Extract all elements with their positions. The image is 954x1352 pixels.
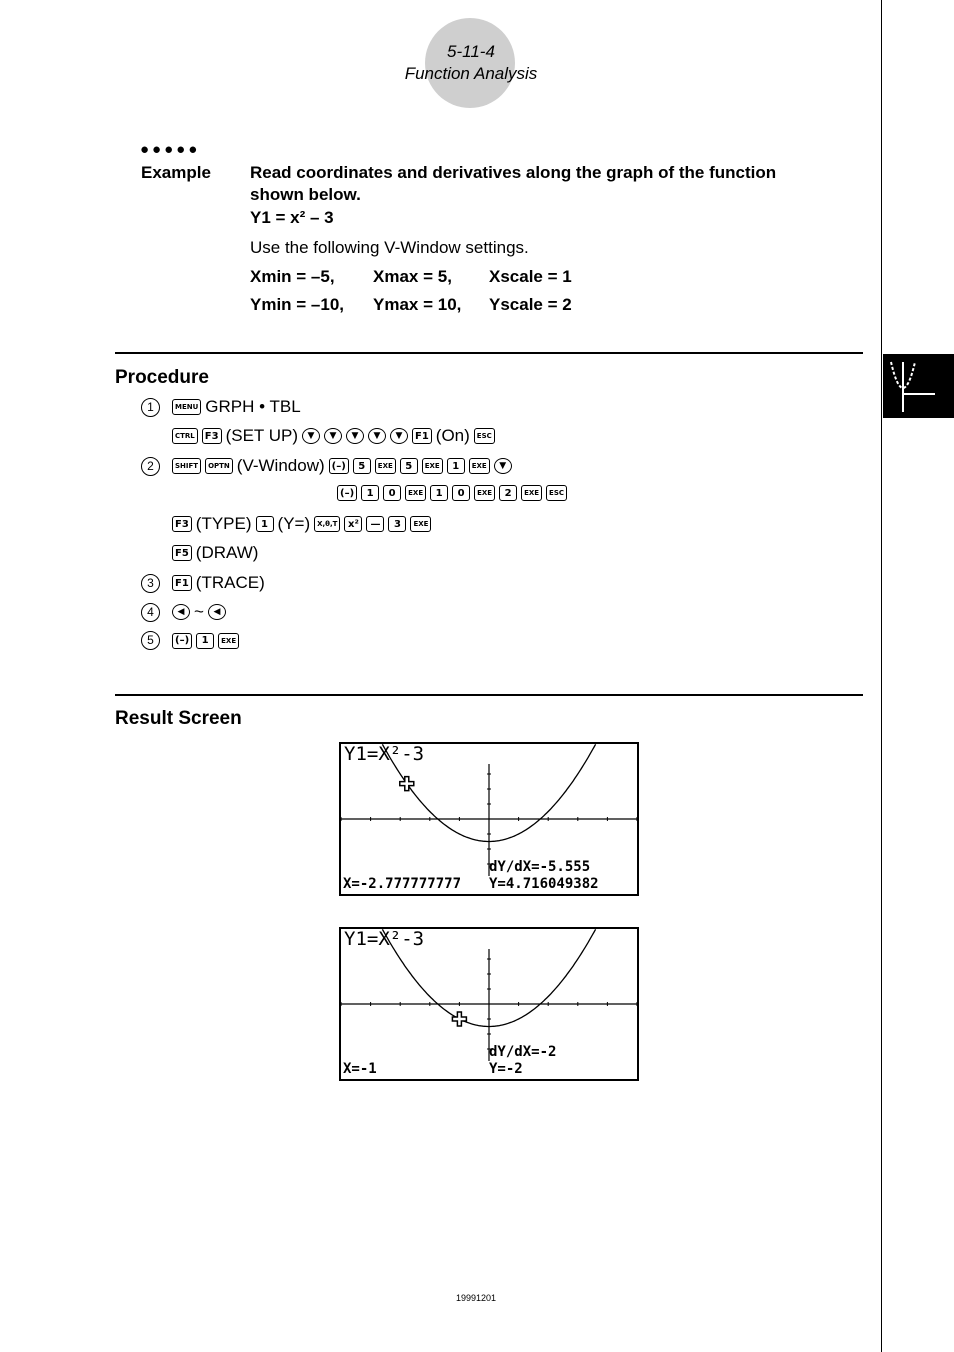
setting-yscale: Yscale = 2	[489, 295, 572, 314]
step-text: (TYPE)	[195, 514, 252, 533]
calculator-key: 1	[256, 516, 274, 532]
calculator-key: OPTN	[205, 458, 233, 474]
trace-cursor-shape	[452, 1012, 466, 1026]
example-description-line1: Read coordinates and derivatives along the graph of the function	[250, 163, 777, 182]
cursor-key-icon: ▼	[346, 428, 364, 444]
calculator-key: 0	[383, 485, 401, 501]
step-number: 2	[141, 457, 160, 476]
calculator-key: EXE	[218, 633, 239, 649]
step-number: 3	[141, 574, 160, 593]
screen-x-readout: X=-2.777777777	[343, 876, 462, 892]
screen-function-label: Y1=X²-3	[344, 928, 425, 950]
calculator-key: x²	[344, 516, 362, 532]
step-text: (V-Window)	[236, 456, 325, 475]
calculator-key: 5	[353, 458, 371, 474]
screen-y-readout: Y=4.716049382	[489, 876, 599, 892]
procedure-step-line	[335, 485, 569, 501]
calculator-key: 2	[499, 485, 517, 501]
result-screen-1	[339, 742, 639, 896]
calculator-key: 1	[447, 458, 465, 474]
result-screen-2	[339, 927, 639, 1081]
procedure-step-line	[141, 602, 228, 622]
calculator-key: EXE	[521, 485, 542, 501]
page-number: 5-11-4	[447, 42, 495, 61]
page-number-badge	[425, 18, 515, 108]
calculator-key: EXE	[469, 458, 490, 474]
calculator-key: EXE	[375, 458, 396, 474]
chapter-side-tab	[883, 354, 954, 418]
calculator-key: 3	[388, 516, 406, 532]
cursor-key-icon: ◀	[208, 604, 226, 620]
graph-function-icon	[883, 354, 954, 418]
procedure-step-line	[141, 397, 303, 417]
calculator-key: F1	[412, 428, 432, 444]
calculator-key: EXE	[474, 485, 495, 501]
calculator-key: F3	[172, 516, 192, 532]
divider	[115, 352, 863, 354]
screen-y-readout: Y=-2	[489, 1061, 523, 1077]
calculator-key: (–)	[172, 633, 192, 649]
vwindow-intro: Use the following V-Window settings.	[250, 238, 529, 257]
procedure-step-line	[170, 543, 260, 563]
step-text: (SET UP)	[225, 426, 298, 445]
screen-derivative: dY/dX=-5.555	[489, 859, 591, 875]
trace-cursor-icon	[452, 1012, 466, 1026]
calculator-key: EXE	[410, 516, 431, 532]
step-text: (Y=)	[277, 514, 311, 533]
cursor-key-icon: ▼	[494, 458, 512, 474]
calculator-key: X,θ,T	[314, 516, 340, 532]
procedure-step-line	[170, 514, 433, 534]
calculator-key: (–)	[329, 458, 349, 474]
cursor-key-icon: ▼	[302, 428, 320, 444]
trace-cursor-shape	[400, 777, 414, 791]
calculator-key: ESC	[474, 428, 495, 444]
step-number: 4	[141, 603, 160, 622]
calculator-key: F1	[172, 575, 192, 591]
example-function: Y1 = x² – 3	[250, 208, 334, 227]
example-label: Example	[141, 163, 211, 182]
setting-ymax: Ymax = 10,	[373, 295, 462, 314]
step-number: 1	[141, 398, 160, 417]
cursor-key-icon: ▼	[390, 428, 408, 444]
calculator-key: ESC	[546, 485, 567, 501]
trace-cursor-icon	[400, 777, 414, 791]
calculator-key: MENU	[172, 399, 201, 415]
procedure-step-line	[170, 426, 497, 446]
calculator-key: F3	[202, 428, 222, 444]
procedure-step-line	[141, 573, 267, 593]
cursor-key-icon: ▼	[324, 428, 342, 444]
calculator-key: EXE	[405, 485, 426, 501]
setting-xmax: Xmax = 5,	[373, 267, 452, 286]
screen-x-readout: X=-1	[343, 1061, 377, 1077]
calculator-key: 1	[196, 633, 214, 649]
divider	[115, 694, 863, 696]
example-description-line2: shown below.	[250, 185, 361, 204]
step-text: (DRAW)	[195, 543, 259, 562]
calculator-key: F5	[172, 545, 192, 561]
calculator-key: CTRL	[172, 428, 198, 444]
calculator-key: EXE	[422, 458, 443, 474]
calculator-key: SHIFT	[172, 458, 201, 474]
footer-code: 19991201	[455, 1293, 497, 1303]
calculator-key: 5	[400, 458, 418, 474]
cursor-key-icon: ▼	[368, 428, 386, 444]
procedure-heading: Procedure	[115, 367, 209, 388]
setting-xmin: Xmin = –5,	[250, 267, 335, 286]
step-text: GRPH • TBL	[205, 397, 301, 416]
calculator-key: (–)	[337, 485, 357, 501]
step-text: (On)	[435, 426, 470, 445]
step-text: ~	[194, 602, 204, 621]
step-text: (TRACE)	[195, 573, 265, 592]
page-right-rule	[881, 0, 882, 1352]
calculator-key: 0	[452, 485, 470, 501]
calculator-key: —	[366, 516, 384, 532]
calculator-key: 1	[430, 485, 448, 501]
example-dots: ●●●●●	[140, 141, 201, 158]
procedure-step-line	[141, 631, 241, 650]
setting-xscale: Xscale = 1	[489, 267, 572, 286]
result-heading: Result Screen	[115, 708, 242, 729]
setting-ymin: Ymin = –10,	[250, 295, 345, 314]
section-title: Function Analysis	[404, 64, 538, 83]
procedure-step-line	[141, 456, 514, 476]
cursor-key-icon: ◀	[172, 604, 190, 620]
calculator-key: 1	[361, 485, 379, 501]
step-number: 5	[141, 631, 160, 650]
screen-function-label: Y1=X²-3	[344, 743, 425, 765]
screen-derivative: dY/dX=-2	[489, 1044, 557, 1060]
